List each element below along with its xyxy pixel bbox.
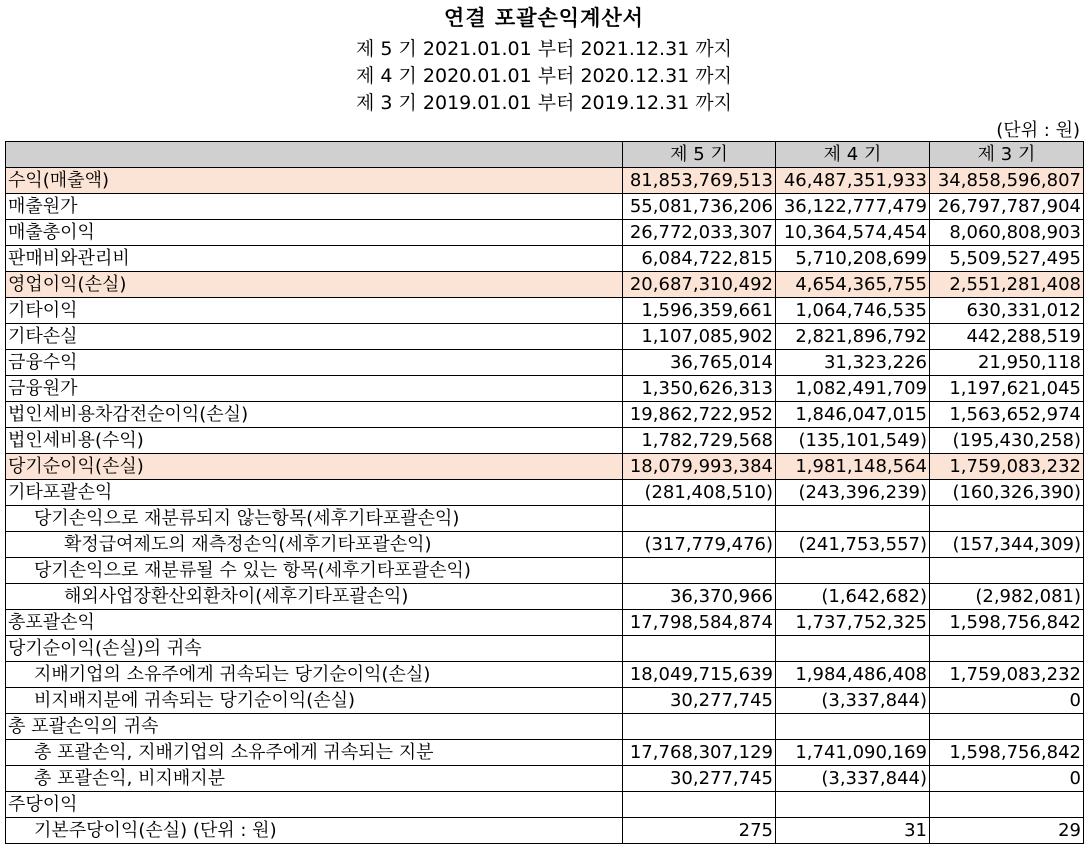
row-value (623, 636, 776, 662)
row-value: 1,082,491,709 (776, 376, 930, 402)
row-label: 금융원가 (6, 376, 623, 402)
row-label: 당기손익으로 재분류될 수 있는 항목(세후기타포괄손익) (6, 558, 623, 584)
table-row (6, 194, 1084, 220)
table-row (6, 584, 1084, 610)
row-value: 2,821,896,792 (776, 324, 930, 350)
row-label: 총포괄손익 (6, 610, 623, 636)
row-label: 주당이익 (6, 792, 623, 818)
row-value: 10,364,574,454 (776, 220, 930, 246)
row-value: 81,853,769,513 (623, 168, 776, 194)
row-value (623, 792, 776, 818)
row-label: 법인세비용(수익) (6, 428, 623, 454)
row-label: 판매비와관리비 (6, 246, 623, 272)
row-label: 비지배지분에 귀속되는 당기순이익(손실) (6, 688, 623, 714)
row-value: 1,984,486,408 (776, 662, 930, 688)
row-value: 1,846,047,015 (776, 402, 930, 428)
row-value (623, 506, 776, 532)
table-row (6, 818, 1084, 844)
table-row (6, 662, 1084, 688)
period-line-4: 제 4 기 2020.01.01 부터 2020.12.31 까지 (355, 65, 733, 87)
row-value: 6,084,722,815 (623, 246, 776, 272)
row-value: 17,798,584,874 (623, 610, 776, 636)
row-value: 4,654,365,755 (776, 272, 930, 298)
row-value: (1,642,682) (776, 584, 930, 610)
row-label: 기타이익 (6, 298, 623, 324)
row-value: 1,981,148,564 (776, 454, 930, 480)
row-value: 630,331,012 (930, 298, 1084, 324)
row-value: 55,081,736,206 (623, 194, 776, 220)
row-value: 31,323,226 (776, 350, 930, 376)
row-label: 매출총이익 (6, 220, 623, 246)
row-value: 442,288,519 (930, 324, 1084, 350)
row-value: 21,950,118 (930, 350, 1084, 376)
row-label: 총 포괄손익의 귀속 (6, 714, 623, 740)
row-value (776, 792, 930, 818)
column-header-period-3: 제 3 기 (930, 142, 1084, 168)
table-body (6, 168, 1084, 844)
row-value: 31 (776, 818, 930, 844)
row-value: 1,759,083,232 (930, 454, 1084, 480)
row-value: 20,687,310,492 (623, 272, 776, 298)
column-header-period-4: 제 4 기 (776, 142, 930, 168)
row-value: 1,107,085,902 (623, 324, 776, 350)
period-line-3: 제 3 기 2019.01.01 부터 2019.12.31 까지 (355, 92, 733, 114)
row-value: 1,598,756,842 (930, 610, 1084, 636)
row-value (930, 792, 1084, 818)
row-value: 5,710,208,699 (776, 246, 930, 272)
row-label: 수익(매출액) (6, 168, 623, 194)
row-value (623, 714, 776, 740)
row-label: 확정급여제도의 재측정손익(세후기타포괄손익) (6, 532, 623, 558)
row-label: 총 포괄손익, 비지배지분 (6, 766, 623, 792)
table-row (6, 688, 1084, 714)
table-row (6, 766, 1084, 792)
row-value (776, 506, 930, 532)
table-row (6, 376, 1084, 402)
row-value: 1,596,359,661 (623, 298, 776, 324)
row-value: 46,487,351,933 (776, 168, 930, 194)
statement-title: 연결 포괄손익계산서 (444, 6, 644, 30)
table-row (6, 428, 1084, 454)
row-label: 총 포괄손익, 지배기업의 소유주에게 귀속되는 지분 (6, 740, 623, 766)
row-value: (281,408,510) (623, 480, 776, 506)
row-value: 26,797,787,904 (930, 194, 1084, 220)
table-row (6, 558, 1084, 584)
row-value: (160,326,390) (930, 480, 1084, 506)
row-value (930, 636, 1084, 662)
row-label: 기타포괄손익 (6, 480, 623, 506)
row-label: 지배기업의 소유주에게 귀속되는 당기순이익(손실) (6, 662, 623, 688)
table-row (6, 272, 1084, 298)
row-label: 기타손실 (6, 324, 623, 350)
row-label: 법인세비용차감전순이익(손실) (6, 402, 623, 428)
row-value: 1,598,756,842 (930, 740, 1084, 766)
income-statement-table (5, 141, 1084, 844)
row-value: (241,753,557) (776, 532, 930, 558)
table-row (6, 506, 1084, 532)
row-value: 19,862,722,952 (623, 402, 776, 428)
row-value: (243,396,239) (776, 480, 930, 506)
row-value: 18,049,715,639 (623, 662, 776, 688)
row-label: 당기순이익(손실) (6, 454, 623, 480)
row-value (623, 558, 776, 584)
row-value: (157,344,309) (930, 532, 1084, 558)
row-label: 금융수익 (6, 350, 623, 376)
row-value (930, 714, 1084, 740)
period-line-5: 제 5 기 2021.01.01 부터 2021.12.31 까지 (355, 38, 733, 60)
row-value: 1,759,083,232 (930, 662, 1084, 688)
table-row (6, 610, 1084, 636)
column-header-label (6, 142, 623, 168)
table-header-row (6, 142, 1084, 168)
row-value: 18,079,993,384 (623, 454, 776, 480)
row-value: 5,509,527,495 (930, 246, 1084, 272)
table-row (6, 480, 1084, 506)
row-value: (3,337,844) (776, 688, 930, 714)
row-value: 30,277,745 (623, 688, 776, 714)
row-value: (317,779,476) (623, 532, 776, 558)
row-value: 1,741,090,169 (776, 740, 930, 766)
table-row (6, 532, 1084, 558)
row-value: 17,768,307,129 (623, 740, 776, 766)
table-row (6, 220, 1084, 246)
row-value: 36,765,014 (623, 350, 776, 376)
row-value: 30,277,745 (623, 766, 776, 792)
row-value: 36,370,966 (623, 584, 776, 610)
row-value: 26,772,033,307 (623, 220, 776, 246)
row-label: 당기손익으로 재분류되지 않는항목(세후기타포괄손익) (6, 506, 623, 532)
row-value (776, 558, 930, 584)
row-value (776, 636, 930, 662)
table-row (6, 740, 1084, 766)
row-value: 1,350,626,313 (623, 376, 776, 402)
row-value (930, 506, 1084, 532)
row-value: 1,563,652,974 (930, 402, 1084, 428)
row-value: (195,430,258) (930, 428, 1084, 454)
row-value: (135,101,549) (776, 428, 930, 454)
table-row (6, 402, 1084, 428)
row-value: (2,982,081) (930, 584, 1084, 610)
row-value: 8,060,808,903 (930, 220, 1084, 246)
table-row (6, 636, 1084, 662)
table-row (6, 714, 1084, 740)
row-value: 0 (930, 766, 1084, 792)
row-value: 0 (930, 688, 1084, 714)
table-row (6, 792, 1084, 818)
column-header-period-5: 제 5 기 (623, 142, 776, 168)
row-label: 영업이익(손실) (6, 272, 623, 298)
table-row (6, 350, 1084, 376)
row-label: 당기순이익(손실)의 귀속 (6, 636, 623, 662)
table-row (6, 298, 1084, 324)
table-row (6, 246, 1084, 272)
row-value: 29 (930, 818, 1084, 844)
row-value: 1,782,729,568 (623, 428, 776, 454)
table-row (6, 454, 1084, 480)
row-value: 1,737,752,325 (776, 610, 930, 636)
row-value: (3,337,844) (776, 766, 930, 792)
row-value (776, 714, 930, 740)
row-value: 1,197,621,045 (930, 376, 1084, 402)
row-value: 275 (623, 818, 776, 844)
row-value: 2,551,281,408 (930, 272, 1084, 298)
row-label: 기본주당이익(손실) (단위 : 원) (6, 818, 623, 844)
unit-label: (단위 : 원) (996, 120, 1080, 141)
row-value: 36,122,777,479 (776, 194, 930, 220)
row-label: 매출원가 (6, 194, 623, 220)
row-value: 34,858,596,807 (930, 168, 1084, 194)
row-value (930, 558, 1084, 584)
row-value: 1,064,746,535 (776, 298, 930, 324)
row-label: 해외사업장환산외환차이(세후기타포괄손익) (6, 584, 623, 610)
table-row (6, 168, 1084, 194)
table-row (6, 324, 1084, 350)
